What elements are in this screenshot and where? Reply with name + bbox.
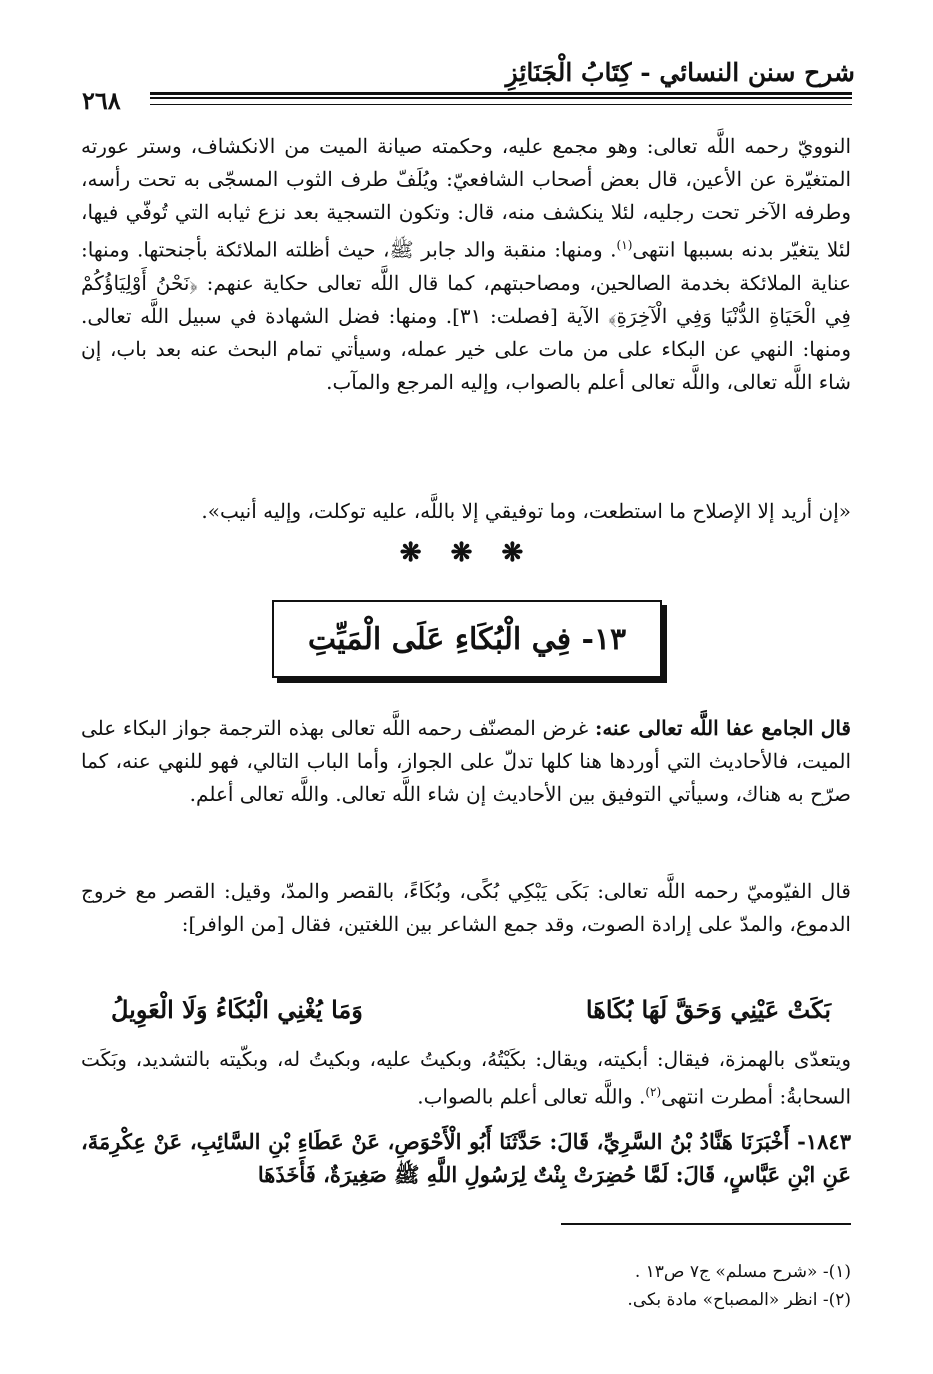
- chapter-title: ١٣- فِي الْبُكَاءِ عَلَى الْمَيِّتِ: [307, 621, 627, 657]
- hadith-text: ١٨٤٣- أَخْبَرَنَا هَنَّادُ بْنُ السَّرِيِّ، قَالَ: حَدَّثَنَا أَبُو الْأَحْوَصِ، عَنْ عَطَاءِ بْنِ السَّائِبِ، عَنْ عِكْرِمَةَ، عَنِ ابْنِ عَبَّاسٍ، قَالَ: لَمَّا حُضِرَتْ بِنْتٌ لِرَسُولِ اللَّهِ ﷺ صَغِيرَةٌ، فَأَخَذَهَا: [81, 1129, 851, 1187]
- paragraph-2: [81, 712, 851, 811]
- paragraph-4: [81, 1043, 851, 1114]
- footnote-ref-1[interactable]: (١): [616, 238, 633, 252]
- poem-verse: [81, 995, 851, 1035]
- hadith-paragraph: [81, 1125, 851, 1191]
- section-separator: ❋ ❋ ❋: [399, 538, 534, 568]
- closing-quote: «إن أريد إلا الإصلاح ما استطعت، وما توفيقي إلا باللَّه، عليه توكلت، وإليه أنيب».: [201, 499, 851, 523]
- poem-hemistich-1: بَكَتْ عَيْنِي وَحَقَّ لَهَا بُكَاهَا: [585, 995, 831, 1024]
- paragraph-1: [81, 130, 851, 399]
- paragraph-4-text: ويتعدّى بالهمزة، فيقال: أبكيته، ويقال: بكَيْتُهُ، وبكيتُ عليه، وبكيتُ له، وبكّيته بالتشديد، وبَكَت السحابةُ: أمطرت انتهى: [81, 1047, 851, 1109]
- paragraph-2-text: غرض المصنّف رحمه اللَّه تعالى بهذه الترجمة جواز البكاء على الميت، فالأحاديث التي أوردها هنا كلها تدلّ على الجواز، وأما الباب التالي، فهو للنهي عنه، كما صرّح به هناك، وسيأتي التوفيق بين الأحاديث إن شاء اللَّه تعالى. واللَّه تعالى أعلم.: [81, 716, 851, 806]
- footnote-2: (٢)- انظر «المصباح» مادة بكى.: [627, 1290, 851, 1310]
- footnote-rule: [561, 1223, 851, 1225]
- paragraph-1-text: النوويّ رحمه اللَّه تعالى: وهو مجمع عليه، وحكمته صيانة الميت من الانكشاف، وستر عورته المتغيّرة عن الأعين، قال بعض أصحاب الشافعيّ: ويُلَفّ طرف الثوب المسجّى به تحت رأسه، وطرفه الآخر تحت رجليه، لئلا ينكشف منه، قال: وتكون التسجية بعد نزع ثيابه التي تُوفّي فيها، لئلا يتغيّر بدنه بسببها انتهى: [81, 134, 851, 262]
- footnotes: [81, 1258, 851, 1314]
- header-rule: [150, 92, 852, 95]
- paragraph-2-lead: قال الجامع عفا اللَّه تعالى عنه:: [594, 716, 851, 740]
- footnote-1: (١)- «شرح مسلم» ج٧ ص١٣ .: [634, 1262, 851, 1282]
- paragraph-3: [81, 875, 851, 941]
- paragraph-1-text-cont: . ومنها: منقبة والد جابر ﷺ، حيث أظلته الملائكة بأجنحتها. ومنها: عناية الملائكة بخدمة الصالحين، ومصاحبتهم، كما قال اللَّه تعالى حكاية عنهم: ﴿نَحْنُ أَوْلِيَاؤُكُمْ فِي الْحَيَاةِ الدُّنْيَا وَفِي الْآخِرَةِ﴾ الآية [فصلت: ٣١]. ومنها: فضل الشهادة في سبيل اللَّه تعالى. ومنها: النهي عن البكاء على من مات على خير عمله، وسيأتي تمام البحث عنه بعد باب، إن شاء اللَّه تعالى، واللَّه تعالى أعلم بالصواب، وإليه المرجع والمآب.: [81, 237, 851, 394]
- paragraph-4-text-cont: . واللَّه تعالى أعلم بالصواب.: [417, 1084, 646, 1109]
- running-header-title: شرح سنن النسائي - كِتَابُ الْجَنَائِزِ: [505, 58, 855, 87]
- header-rule-thin: [150, 104, 852, 105]
- page-number: ٢٦٨: [82, 86, 121, 115]
- header-rule-double: [150, 97, 852, 99]
- paragraph-3-text: قال الفيّوميّ رحمه اللَّه تعالى: بَكَى يَبْكِي بُكًى، وبُكَاءً، بالقصر والمدّ، وقيل: القصر مع خروج الدموع، والمدّ على إرادة الصوت، وقد جمع الشاعر بين اللغتين، فقال [من الوافر]:: [81, 879, 851, 936]
- poem-hemistich-2: وَمَا يُغْنِي الْبُكَاءُ وَلَا الْعَوِيلُ: [111, 995, 363, 1024]
- chapter-heading-box: [272, 600, 662, 678]
- footnote-ref-2[interactable]: (٢): [645, 1085, 662, 1099]
